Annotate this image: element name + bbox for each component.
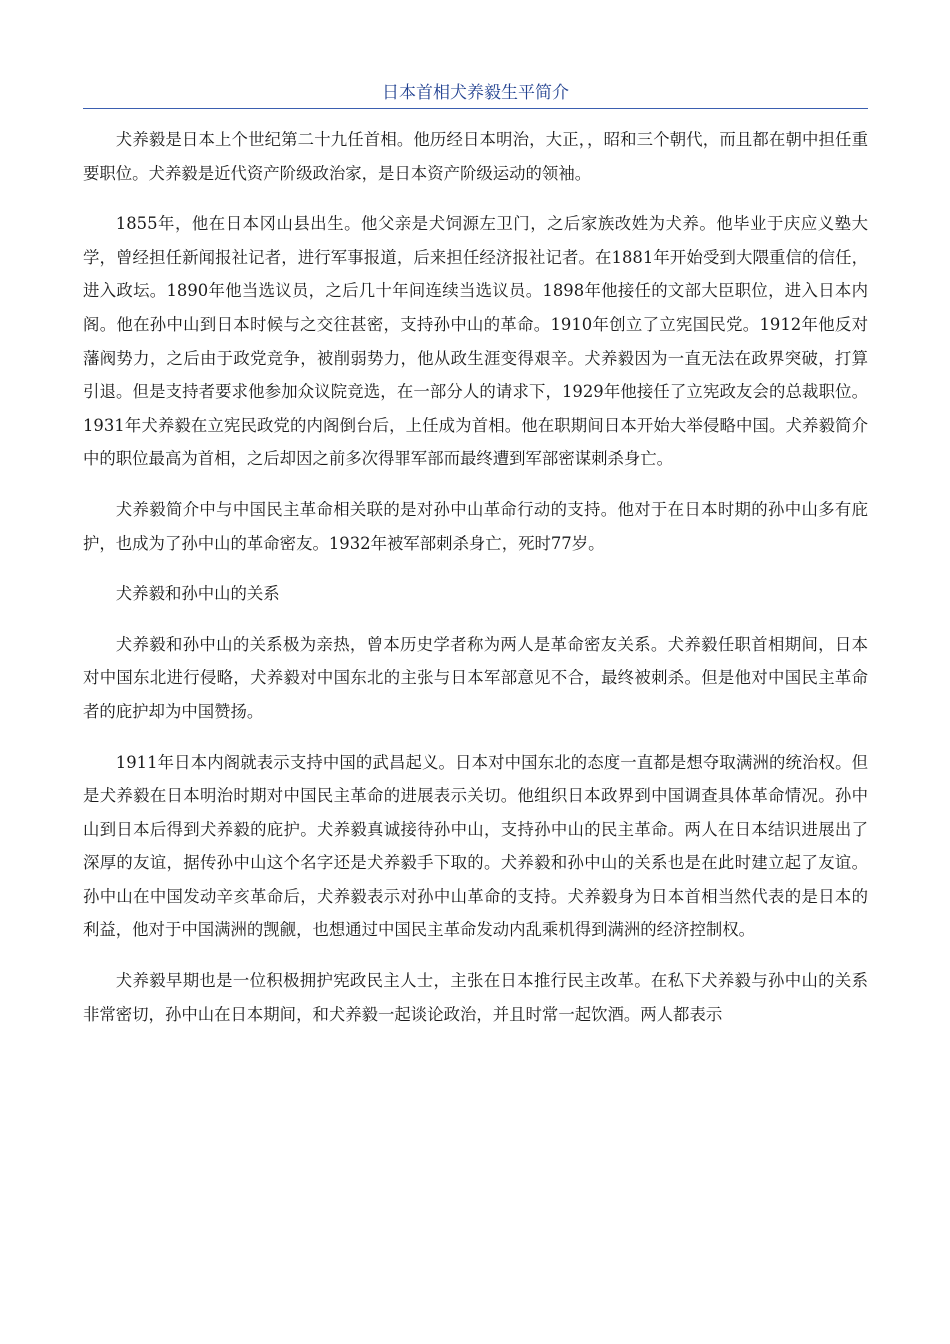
- header-title: 日本首相犬养毅生平简介: [382, 83, 569, 103]
- page-header: [83, 80, 868, 110]
- article-body: [83, 123, 868, 1048]
- paragraph-intro: 犬养毅是日本上个世纪第二十九任首相。他历经日本明治，大正，，昭和三个朝代，而且都在朝中担任重要职位。犬养毅是近代资产阶级政治家，是日本资产阶级运动的领袖。: [83, 130, 868, 183]
- header-divider: [83, 108, 868, 109]
- section-heading-relationship: 犬养毅和孙中山的关系: [115, 584, 280, 604]
- paragraph-1911: 1911年日本内阁就表示支持中国的武昌起义。日本对中国东北的态度一直都是想夺取满洲的统治权。但是犬养毅在日本明治时期对中国民主革命的进展表示关切。他组织日本政界到中国调查具体革命情况。孙中山到日本后得到犬养毅的庇护。犬养毅真诚接待孙中山，支持孙中山的民主革命。两人在日本结识进展出了深厚的友谊，据传孙中山这个名字还是犬养毅手下取的。犬养毅和孙中山的关系也是在此时建立起了友谊。孙中山在中国发动辛亥革命后，犬养毅表示对孙中山革命的支持。犬养毅身为日本首相当然代表的是日本的利益，他对于中国满洲的觊觎，也想通过中国民主革命发动内乱乘机得到满洲的经济控制权。: [83, 752, 868, 940]
- paragraph-early-constitutionalist: 犬养毅早期也是一位积极拥护宪政民主人士，主张在日本推行民主改革。在私下犬养毅与孙中山的关系非常密切，孙中山在日本期间，和犬养毅一起谈论政治，并且时常一起饮酒。两人都表示: [83, 971, 868, 1024]
- paragraph-relationship: 犬养毅和孙中山的关系极为亲热，曾本历史学者称为两人是革命密友关系。犬养毅任职首相期间，日本对中国东北进行侵略，犬养毅对中国东北的主张与日本军部意见不合，最终被刺杀。但是他对中国民主革命者的庇护却为中国赞扬。: [83, 634, 868, 721]
- paragraph-sun-yat-sen-support: 犬养毅简介中与中国民主革命相关联的是对孙中山革命行动的支持。他对于在日本时期的孙中山多有庇护，也成为了孙中山的革命密友。1932年被军部刺杀身亡，死时77岁。: [83, 499, 868, 553]
- paragraph-biography: 1855年，他在日本冈山县出生。他父亲是犬饲源左卫门，之后家族改姓为犬养。他毕业于庆应义塾大学，曾经担任新闻报社记者，进行军事报道，后来担任经济报社记者。在1881年开始受到大隈重信的信任，进入政坛。1890年他当选议员，之后几十年间连续当选议员。1898年他接任的文部大臣职位，进入日本内阁。他在孙中山到日本时候与之交往甚密，支持孙中山的革命。1910年创立了立宪国民党。1912年他反对藩阀势力，之后由于政党竞争，被削弱势力，他从政生涯变得艰辛。犬养毅因为一直无法在政界突破，打算引退。但是支持者要求他参加众议院竞选，在一部分人的请求下，1929年他接任了立宪政友会的总裁职位。1931年犬养毅在立宪民政党的内阁倒台后，上任成为首相。他在职期间日本开始大举侵略中国。犬养毅简介中的职位最高为首相，之后却因之前多次得罪军部而最终遭到军部密谋刺杀身亡。: [83, 214, 868, 469]
